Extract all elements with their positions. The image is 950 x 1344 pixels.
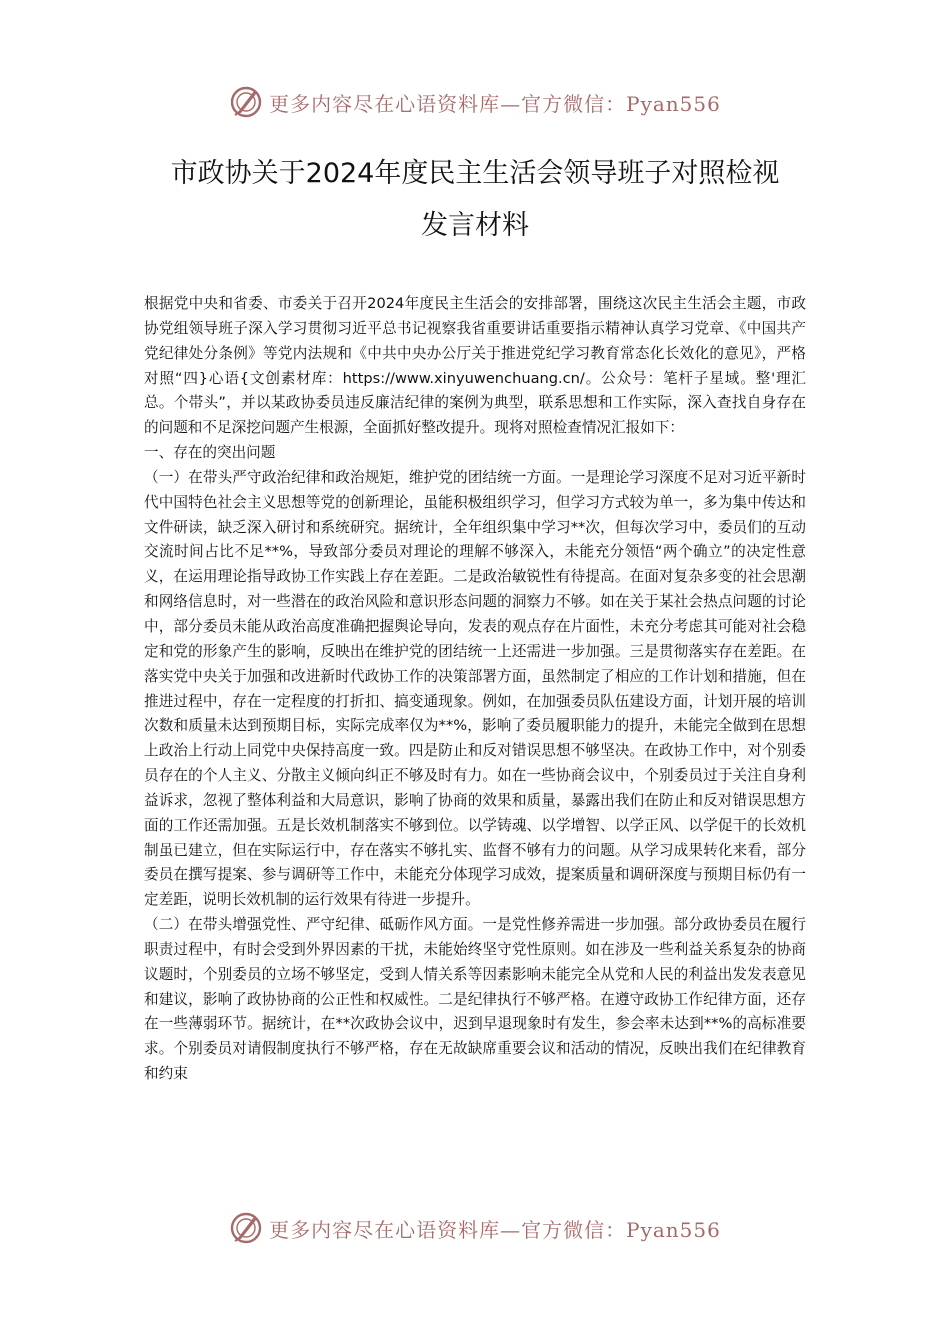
- body-paragraph: （一）在带头严守政治纪律和政治规矩，维护党的团结统一方面。一是理论学习深度不足对习近平新时代中国特色社会主义思想等党的创新理论，虽能积极组织学习，但学习方式较为单一，多为集中传达和文件研读，缺乏深入研讨和系统研究。据统计，全年组织集中学习**次，但每次学习中，委员们的互动交流时间占比不足**%，导致部分委员对理论的理解不够深入，未能充分领悟“两个确立”的决定性意义，在运用理论指导政协工作实践上存在差距。二是政治敏锐性有待提高。在面对复杂多变的社会思潮和网络信息时，对一些潜在的政治风险和意识形态问题的洞察力不够。如在关于某社会热点问题的讨论中，部分委员未能从政治高度准确把握舆论导向，发表的观点存在片面性，未充分考虑其可能对社会稳定和党的形象产生的影响，反映出在维护党的团结统一上还需进一步加强。三是贯彻落实存在差距。在落实党中央关于加强和改进新时代政协工作的决策部署方面，虽然制定了相应的工作计划和措施，但在推进过程中，存在一定程度的打折扣、搞变通现象。例如，在加强委员队伍建设方面，计划开展的培训次数和质量未达到预期目标，实际完成率仅为**%，影响了委员履职能力的提升，未能完全做到在思想上政治上行动上同党中央保持高度一致。四是防止和反对错误思想不够坚决。在政协工作中，对个别委员存在的个人主义、分散主义倾向纠正不够及时有力。如在一些协商会议中，个别委员过于关注自身利益诉求，忽视了整体利益和大局意识，影响了协商的效果和质量，暴露出我们在防止和反对错误思想方面的工作还需加强。五是长效机制落实不够到位。以学铸魂、以学增智、以学正风、以学促干的长效机制虽已建立，但在实际运行中，存在落实不够扎实、监督不够有力的问题。从学习成果转化来看，部分委员在撰写提案、参与调研等工作中，未能充分体现学习成效，提案质量和调研深度与预期目标仍有一定差距，说明长效机制的运行效果有待进一步提升。: [144, 468, 806, 909]
- section-heading: 一、存在的突出问题: [144, 444, 276, 462]
- watermark-text: 更多内容尽在心语资料库—官方微信：Pyan556: [269, 91, 721, 116]
- quill-seal-icon: [229, 1211, 263, 1245]
- document-body: [144, 292, 806, 1087]
- watermark-text: 更多内容尽在心语资料库—官方微信：Pyan556: [269, 1217, 721, 1242]
- footer-watermark: [0, 1208, 950, 1248]
- intro-paragraph: 根据党中央和省委、市委关于召开2024年度民主生活会的安排部署，围绕这次民主生活会主题，市政协党组领导班子深入学习贯彻习近平总书记视察我省重要讲话重要指示精神认真学习党章、《中国共产党纪律处分条例》等党内法规和《中共中央办公厅关于推进党纪学习教育常态化长效化的意见》，严格对照“四}心语{文创素材库：https://www.xinyuwenchuang.cn/。公众号：笔杆子星域。整'理汇总。个帯头”，并以某政协委员违反廉洁纪律的案例为典型，联系思想和工作实际，深入查找自身存在的问题和不足深挖问题产生根源，全面抓好整改提升。现将对照检查情况汇报如下：: [144, 295, 806, 437]
- body-paragraph: （二）在带头增强党性、严守纪律、砥砺作风方面。一是党性修养需进一步加强。部分政协委员在履行职责过程中，有时会受到外界因素的干扰，未能始终坚守党性原则。如在涉及一些利益关系复杂的协商议题时，个别委员的立场不够坚定，受到人情关系等因素影响未能完全从党和人民的利益出发发表意见和建议，影响了政协协商的公正性和权威性。二是纪律执行不够严格。在遵守政协工作纪律方面，还存在一些薄弱环节。据统计，在**次政协会议中，迟到早退现象时有发生，参会率未达到**%的高标准要求。个别委员对请假制度执行不够严格，存在无故缺席重要会议和活动的情况，反映出我们在纪律教育和约束: [144, 916, 806, 1083]
- title-line-1: 市政协关于2024年度民主生活会领导班子对照检视: [170, 158, 780, 189]
- title-line-2: 发言材料: [421, 210, 529, 241]
- quill-seal-icon: [229, 85, 263, 119]
- document-title: [100, 148, 850, 252]
- header-watermark: [0, 82, 950, 122]
